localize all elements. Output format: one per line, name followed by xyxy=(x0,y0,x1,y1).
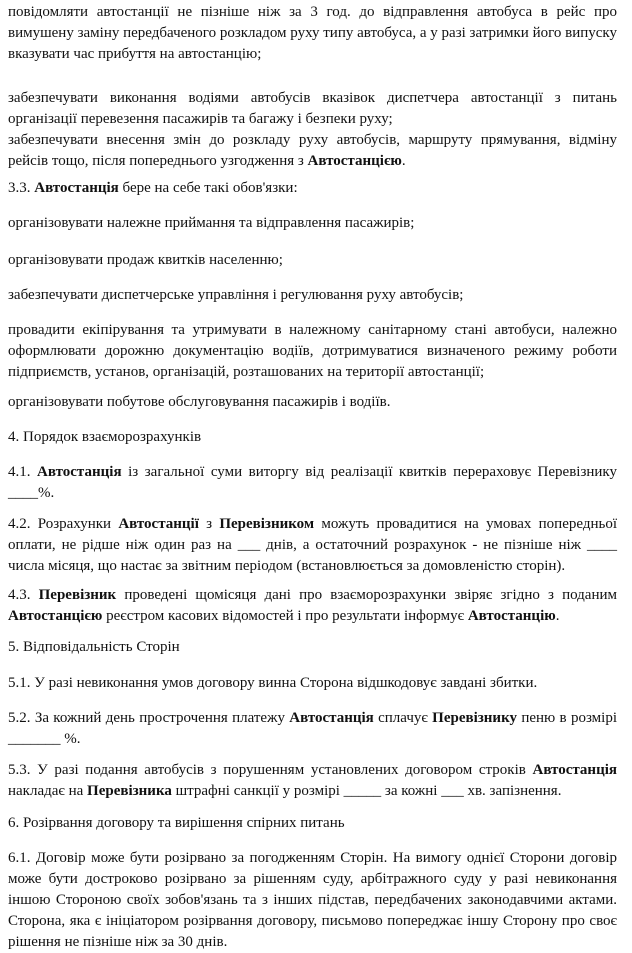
text-run: забезпечувати диспетчерське управління і регулювання руху автобусів; xyxy=(8,287,464,303)
section-4-heading xyxy=(8,427,617,448)
text-run: повідомляти автостанції не пізніше ніж за 3 год. до відправлення автобуса в рейс про вимушену заміну передбаченого розкладом руху типу автобуса, а у разі затримки його випуску вказувати час прибуття на автостанцію; xyxy=(8,4,618,62)
section-6-heading xyxy=(8,813,617,834)
bold-term: Перевізнику xyxy=(432,710,517,726)
bold-term: Автостанцію xyxy=(467,608,556,624)
bold-term: Перевізник xyxy=(38,587,117,603)
bold-term: Автостанції xyxy=(118,516,199,532)
text-run: 6.1. Договір може бути розірвано за погодженням Сторін. На вимогу однієї Сторони договір може бути достроково розірвано за рішенням суду, арбітражного суду у разі невиконання іншою Стороною своїх зобов'язань та з інших підстав, передбачених законодавчими актами. Сторона, яка є ініціатором розірвання договору, письмово попереджає іншу Сторону про своє рішення не пізніше ніж за 30 днів. xyxy=(8,850,617,950)
text-run: 4. Порядок взаєморозрахунків xyxy=(8,429,202,445)
text-run: можуть провадитися на умовах попередньої оплати, не рідше ніж один раз на ___ днів, а остаточний розрахунок - не пізніше ніж ____ числа місяця, що настає за звітним періодом (встановлюється за домовленістю сторін). xyxy=(8,516,617,574)
text-run: 5.1. У разі невиконання умов договору винна Сторона відшкодовує завдані збитки. xyxy=(8,675,538,691)
text-run: сплачує xyxy=(373,710,433,726)
bold-term: Автостанцією xyxy=(307,153,402,169)
bold-term: Перевізником xyxy=(219,516,315,532)
text-run: 5.3. У разі подання автобусів з порушенням установлених договором строків xyxy=(8,762,533,778)
paragraph-driver-compliance xyxy=(8,88,617,130)
text-run: 4.2. Розрахунки xyxy=(8,516,119,532)
paragraph-amenities xyxy=(8,392,617,413)
clause-4-1 xyxy=(8,462,617,504)
paragraph-notify-station xyxy=(8,2,617,65)
paragraph-passenger-handling xyxy=(8,213,617,234)
bold-term: Автостанція xyxy=(532,762,617,778)
paragraph-schedule-changes xyxy=(8,130,617,172)
text-run: штрафні санкції у розмірі _____ за кожні ___ хв. запізнення. xyxy=(171,783,562,799)
text-run: забезпечувати виконання водіями автобусів вказівок диспетчера автостанції з питань організації перевезення пасажирів та багажу і безпеки руху; xyxy=(8,90,617,127)
paragraph-dispatch-control xyxy=(8,285,617,306)
text-run: 5.2. За кожний день прострочення платежу xyxy=(8,710,290,726)
clause-4-2 xyxy=(8,514,617,577)
text-run: 5. Відповідальність Сторін xyxy=(8,639,180,655)
text-run: реєстром касових відомостей і про результати інформує xyxy=(102,608,468,624)
clause-5-2 xyxy=(8,708,617,750)
bold-term: Автостанція xyxy=(34,180,119,196)
clause-6-1 xyxy=(8,848,617,953)
text-run: 3.3. xyxy=(8,180,35,196)
text-run: з xyxy=(198,516,220,532)
text-run: із загальної суми виторгу від реалізації квитків перераховує Перевізнику ____%. xyxy=(8,464,618,501)
text-run: провадити екіпірування та утримувати в належному санітарному стані автобуси, належно оформлювати дорожню документацію водіїв, дотримуватися визначеного режиму роботи підприємств, установ, організацій, розташованих на території автостанції; xyxy=(8,322,617,380)
text-run: пеню в розмірі _______ %. xyxy=(8,710,617,747)
bold-term: Автостанція xyxy=(37,464,122,480)
section-5-heading xyxy=(8,637,617,658)
clause-5-3 xyxy=(8,760,617,802)
text-run: 6. Розірвання договору та вирішення спірних питань xyxy=(8,815,345,831)
text-run: накладає на xyxy=(8,783,88,799)
bold-term: Автостанцією xyxy=(8,608,103,624)
paragraph-ticket-sales xyxy=(8,250,617,271)
paragraph-bus-maintenance xyxy=(8,320,617,383)
text-run: забезпечувати внесення змін до розкладу руху автобусів, маршруту прямування, відміну рейсів тощо, після попереднього узгодження з xyxy=(8,132,617,169)
text-run: бере на себе такі обов'язки: xyxy=(118,180,298,196)
clause-5-1 xyxy=(8,673,617,694)
text-run: організовувати належне приймання та відправлення пасажирів; xyxy=(8,215,415,231)
text-run: . xyxy=(555,608,560,624)
clause-4-3 xyxy=(8,585,617,627)
text-run: 4.3. xyxy=(8,587,39,603)
bold-term: Автостанція xyxy=(289,710,374,726)
text-run: організовувати продаж квитків населенню; xyxy=(8,252,283,268)
text-run: . xyxy=(401,153,406,169)
bold-term: Перевізника xyxy=(87,783,172,799)
text-run: проведені щомісяця дані про взаєморозрахунки звіряє згідно з поданим xyxy=(116,587,617,603)
clause-3-3 xyxy=(8,178,617,199)
text-run: 4.1. xyxy=(8,464,38,480)
text-run: організовувати побутове обслуговування пасажирів і водіїв. xyxy=(8,394,391,410)
